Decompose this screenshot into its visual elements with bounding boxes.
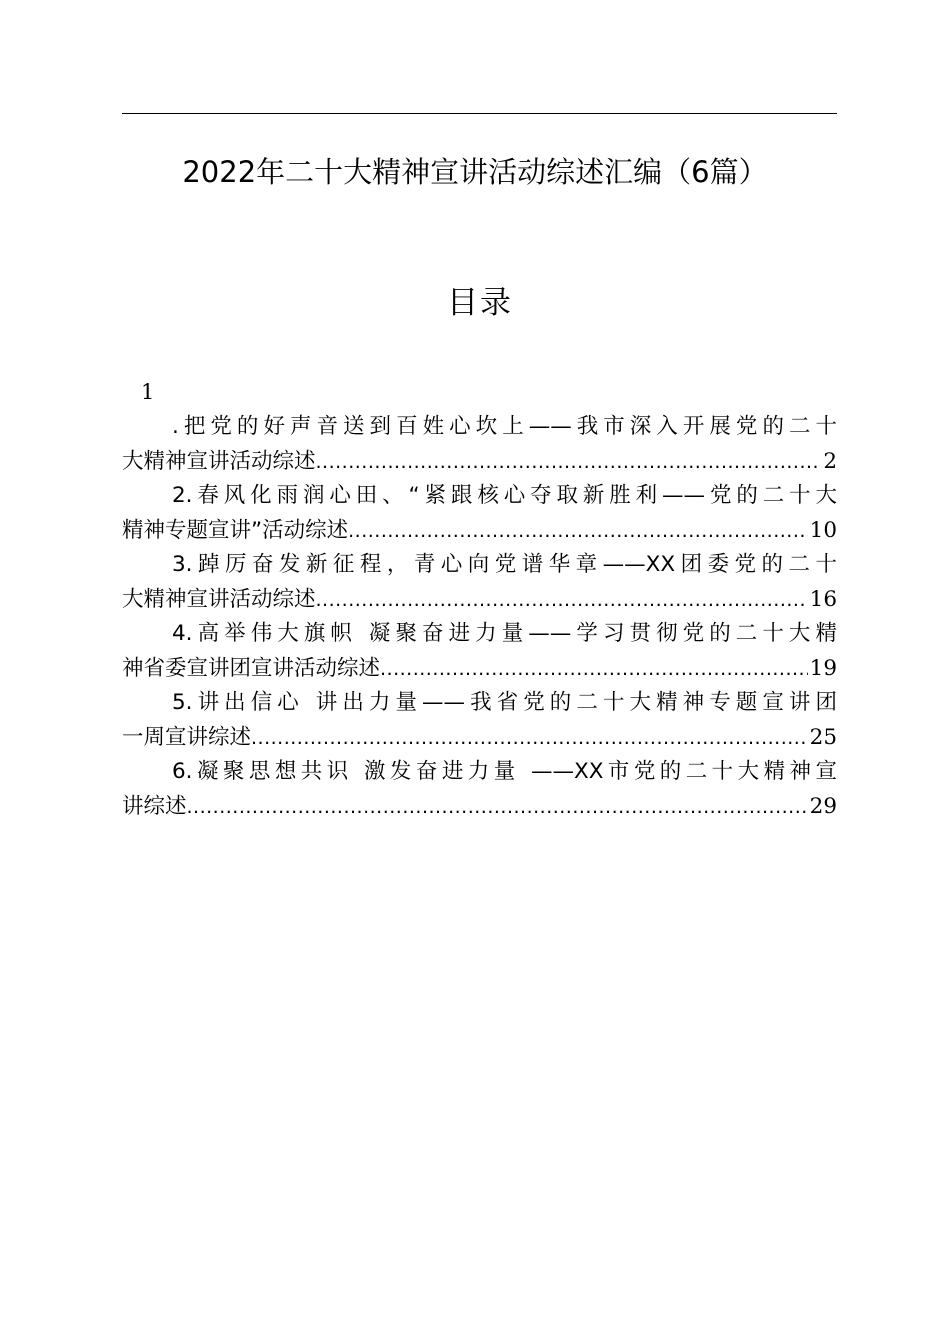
toc-entry-4[interactable] [122,617,837,686]
toc-entry-continuation [122,514,837,549]
toc-entry-title-tail: 神省委宣讲团宣讲活动综述 [122,655,381,681]
toc-page-number: 25 [809,724,837,750]
toc-heading: 目录 [447,285,513,321]
table-of-contents [122,410,837,824]
toc-entry-3[interactable] [122,548,837,617]
toc-entry-title-line: 4.高举伟大旗帜 凝聚奋进力量——学习贯彻党的二十大精 [172,621,837,646]
toc-entry-title-line: 5.讲出信心 讲出力量——我省党的二十大精神专题宣讲团 [172,690,837,715]
toc-page-number: 16 [809,586,837,612]
toc-entry-1[interactable] [122,410,837,479]
toc-page-number: 10 [809,517,837,543]
toc-entry-continuation [122,445,837,480]
toc-dot-leader [316,445,822,480]
toc-entry-2[interactable] [122,479,837,548]
toc-entry-6[interactable] [122,755,837,824]
toc-page-number: 19 [809,655,837,681]
toc-entry-5[interactable] [122,686,837,755]
toc-entry-title-tail: 大精神宣讲活动综述 [122,448,316,474]
toc-page-number: 29 [809,793,837,819]
toc-list-number: 1 [141,380,155,404]
toc-entry-continuation [122,652,837,687]
toc-entry-title-tail: 一周宣讲综述 [122,724,252,750]
toc-entry-title-tail: 讲综述 [122,793,187,819]
toc-page-number: 2 [823,448,837,474]
toc-entry-title-line: .把党的好声音送到百姓心坎上——我市深入开展党的二十 [172,414,837,439]
toc-entry-title-line: 2.春风化雨润心田、“紧跟核心夺取新胜利——党的二十大 [172,483,837,508]
toc-dot-leader [380,652,808,687]
document-title: 2022年二十大精神宣讲活动综述汇编（6篇） [182,155,768,189]
toc-entry-title-line: 3.踔厉奋发新征程，青心向党谱华章——XX团委党的二十 [172,552,837,577]
toc-entry-title-tail: 大精神宣讲活动综述 [122,586,316,612]
toc-dot-leader [187,790,808,825]
toc-dot-leader [316,583,808,618]
toc-dot-leader [251,721,808,756]
toc-entry-continuation [122,583,837,618]
toc-entry-continuation [122,721,837,756]
toc-entry-title-line: 6.凝聚思想共识 激发奋进力量 ——XX市党的二十大精神宣 [172,759,837,784]
toc-entry-title-tail: 精神专题宣讲”活动综述 [122,517,349,543]
toc-dot-leader [348,514,808,549]
toc-entry-continuation [122,790,837,825]
header-rule [122,113,837,114]
